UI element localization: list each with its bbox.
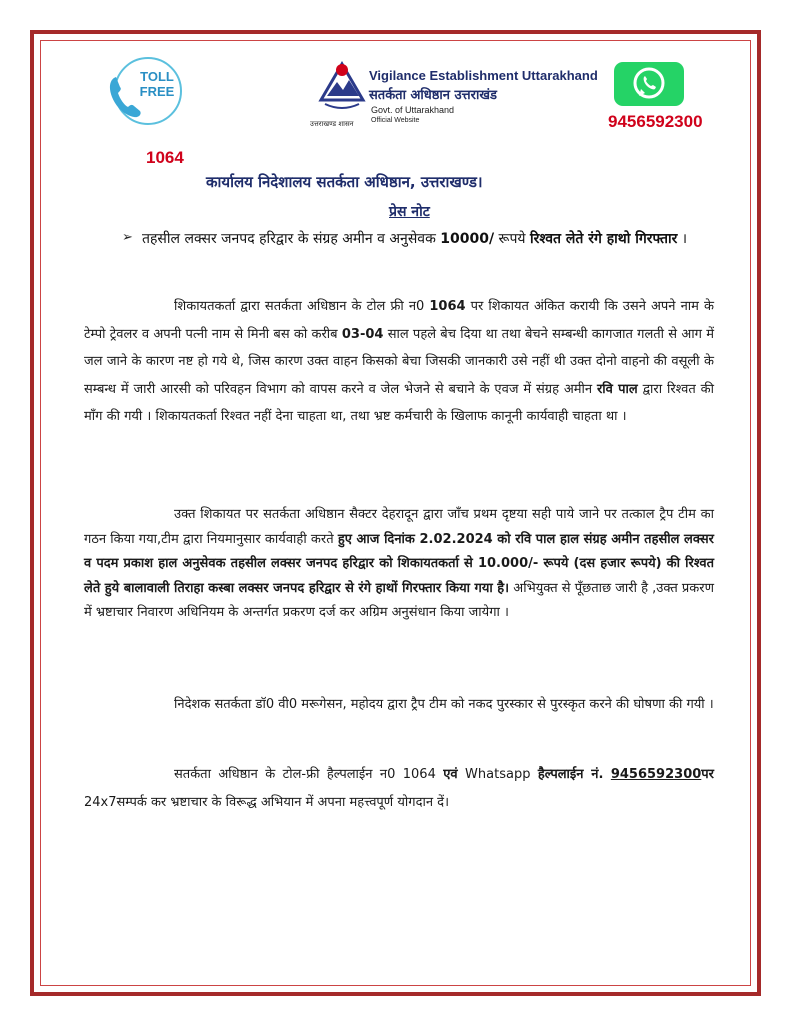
- govt-label: Govt. of Uttarakhand: [371, 105, 455, 115]
- office-title: कार्यालय निदेशालय सतर्कता अधिष्ठान, उत्तराखण्ड।: [206, 173, 483, 191]
- para4-text-a: सतर्कता अधिष्ठान के टोल-फ्री हैल्पलाईन न0 1064: [174, 767, 444, 782]
- para1-text-a: शिकायतकर्ता द्वारा सतर्कता अधिष्ठान के टोल फ्री न0: [174, 299, 430, 314]
- para2-text-b: अभियुक्त से पूँछताछ जारी है ,उक्त प्रकरण में भ्रष्टाचार निवारण अधिनियम के अन्तर्गत प्रकरण दर्ज कर अग्रिम अनुसंधान किया जायेगा ।: [84, 580, 714, 620]
- whatsapp-icon: [614, 62, 684, 106]
- headline-end: ।: [677, 231, 688, 247]
- arrow-bullet-icon: ➢: [122, 230, 133, 245]
- press-note-title: प्रेस नोट: [389, 204, 430, 220]
- para2-text-a: उक्त शिकायत पर सतर्कता अधिष्ठान सैक्टर देहरादून द्वारा जाँच प्रथम दृष्टया सही पाये जाने पर तत्काल ट्रैप टीम का गठन किया गया,टीम द्वारा नियमानुसार कार्यवाही करते: [84, 507, 714, 547]
- para4-whatsapp: Whatsapp: [457, 767, 538, 782]
- toll-free-text: [132, 69, 182, 99]
- para4-text-f: 24x7सम्पर्क कर भ्रष्टाचार के विरूद्ध अभियान में अपना महत्त्वपूर्ण योगदान दें।: [84, 794, 450, 810]
- para4-helpline-label: हैल्पलाईन नं.: [537, 767, 604, 782]
- official-website-label: Official Website: [371, 117, 420, 124]
- para1-text-d: द्वारा रिश्वत की माँग की गयी । शिकायतकर्ता रिश्वत नहीं देना चाहता था, तथा भ्रष्ट कर्मचारी के खिलाफ कानूनी कार्यवाही चाहता था ।: [84, 381, 714, 424]
- para1-number: 1064: [429, 299, 466, 314]
- para4-helpline-number: 9456592300: [610, 767, 702, 782]
- state-emblem: [317, 60, 367, 118]
- toll-free-number: 1064: [146, 148, 184, 167]
- toll-free-line2: FREE: [139, 84, 175, 99]
- headline: [142, 227, 707, 252]
- toll-free-line1: TOLL: [140, 69, 174, 84]
- headline-amount: 10000/: [440, 231, 495, 247]
- para4-and: एवं: [443, 767, 458, 782]
- emblem-caption: उत्तराखण्ड शासन: [310, 120, 354, 128]
- para1-name: रवि पाल: [596, 381, 638, 397]
- headline-text-1: तहसील लक्सर जनपद हरिद्वार के संग्रह अमीन व अनुसेवक: [142, 231, 441, 247]
- para1-text-b: पर शिकायत अंकित करायी कि उसने अपने नाम के टेम्पो ट्रेवलर व अपनी पत्नी नाम से मिनी बस को करीब: [84, 299, 714, 342]
- para1-years: 03-04: [341, 326, 384, 342]
- paragraph-complaint: [84, 293, 714, 431]
- headline-bold: रिश्वत लेते रंगे हाथो गिरफ्तार: [529, 231, 678, 247]
- paragraph-helpline: [84, 761, 714, 816]
- org-name-hindi: सतर्कता अधिष्ठान उत्तराखंड: [369, 88, 497, 103]
- para1-text-c: साल पहले बेच दिया था तथा बेचने सम्बन्धी कागजात गलती से आग में जल जाने के कारण नष्ट हो गये थे, जिस कारण उक्त वाहन किसको बेचा जिसकी जानकारी उसे नहीं थी उक्त दोनो वाहनो की वसूली के सम्बन्ध में जारी आरसी को परिवहन विभाग को वापस करने व जेल भेजने से बचाने के एवज में संग्रह अमीन: [84, 326, 714, 397]
- paragraph-reward: [84, 691, 714, 719]
- whatsapp-logo: [614, 62, 684, 106]
- headline-text-2: रूपये: [494, 231, 530, 247]
- para2-bold: हुए आज दिनांक 2.02.2024 को रवि पाल हाल संग्रह अमीन तहसील लक्सर व पदम प्रकाश हाल अनुसेवक तहसील लक्सर जनपद हरिद्वार को शिकायतकर्ता से 10.000/- रूपये (दस हजार रूपये) की रिश्वत लेते हुये बालावाली तिराहा कस्बा लक्सर जनपद हरिद्वार से रंगे हाथों गिरफ्तार किया गया है।: [84, 531, 714, 596]
- page-border: [30, 30, 761, 996]
- org-name-english: Vigilance Establishment Uttarakhand: [369, 68, 598, 83]
- toll-free-logo: [106, 57, 186, 172]
- para4-par: पर: [701, 767, 714, 782]
- whatsapp-number: 9456592300: [608, 112, 703, 131]
- para3-text: निदेशक सतर्कता डॉ0 वी0 मरूगेसन, महोदय द्वारा ट्रैप टीम को नकद पुरस्कार से पुरस्कृत करने की घोषणा की गयी ।: [174, 697, 714, 712]
- paragraph-arrest: [84, 503, 714, 626]
